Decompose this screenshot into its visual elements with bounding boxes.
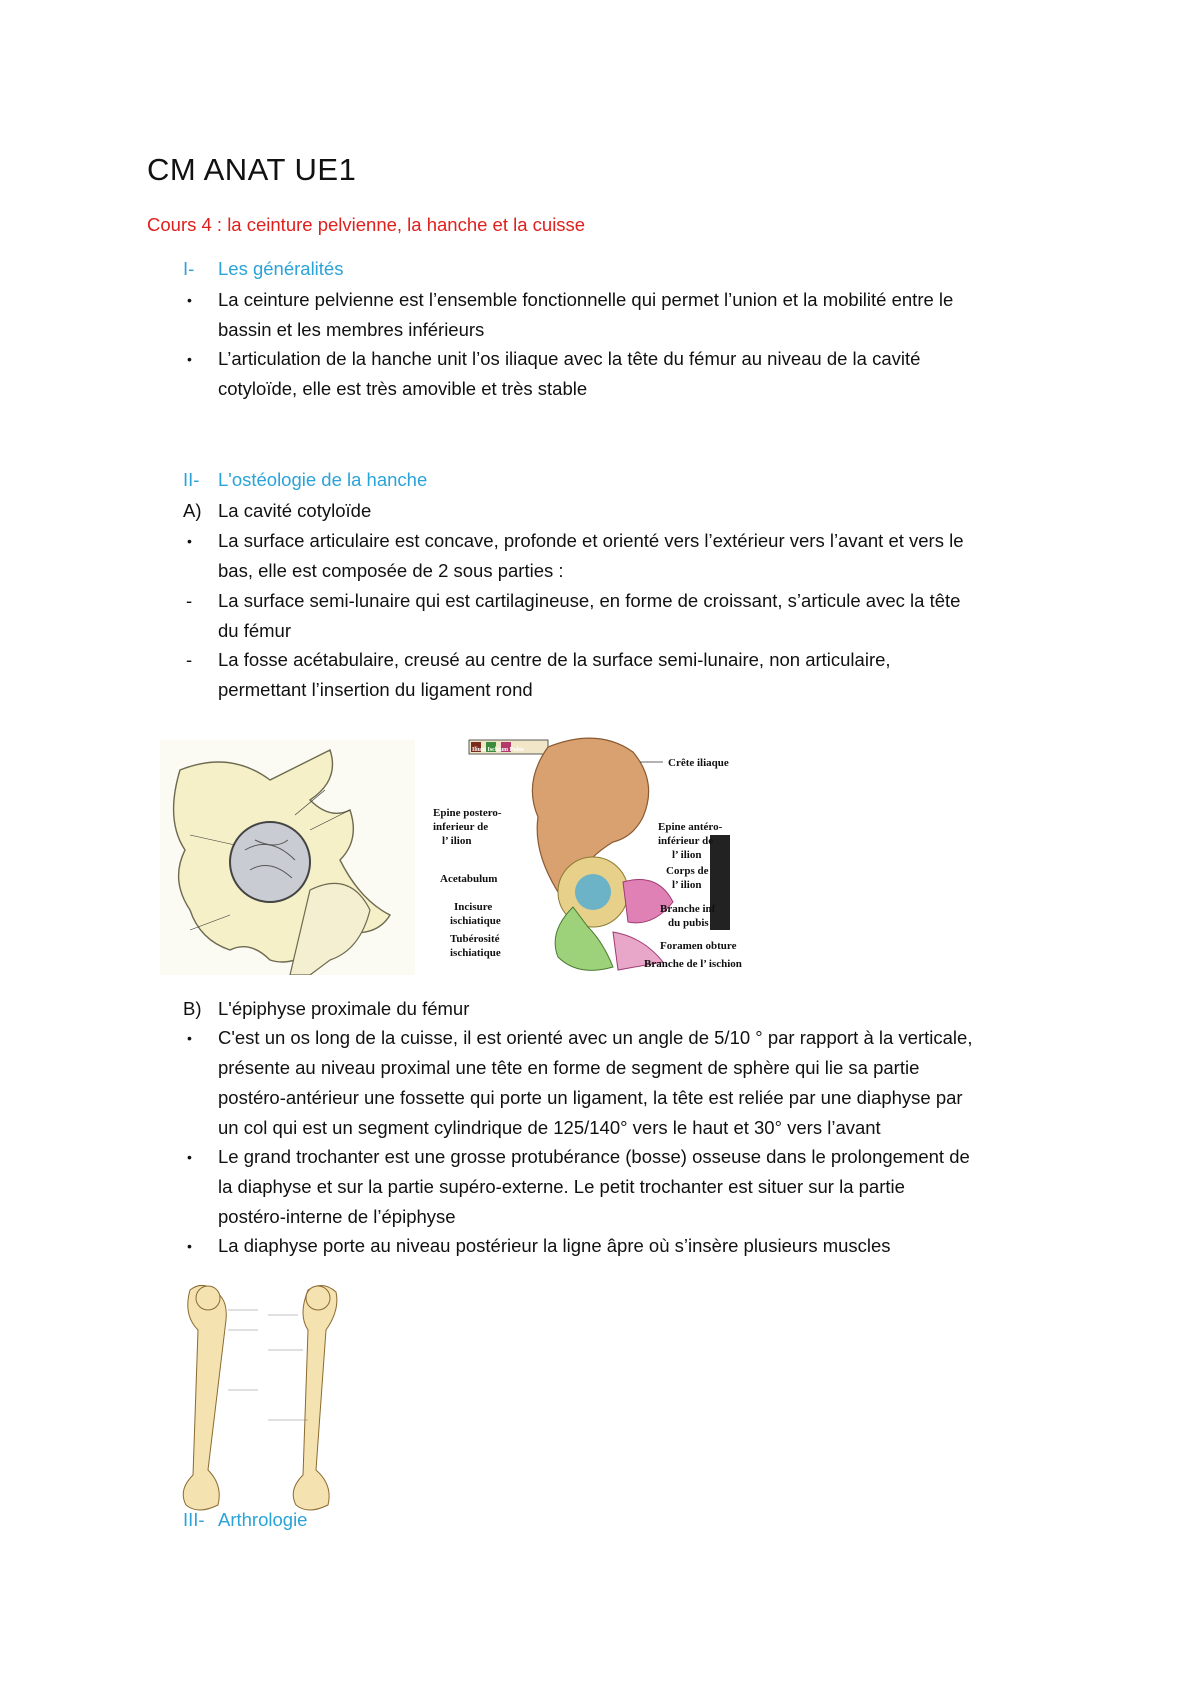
label-epine-antero: Epine antéro- <box>658 821 723 833</box>
label-tuberosite: ischiatique <box>450 947 501 959</box>
paragraph <box>218 285 1078 345</box>
label-acetabulum: Acetabulum <box>440 873 498 885</box>
text-line: bas, elle est composée de 2 sous parties : <box>218 560 564 581</box>
subsection-a-marker: A) <box>183 500 202 521</box>
text-line: La surface articulaire est concave, profonde et orienté vers l’extérieur vers l’avant et vers le <box>218 530 964 551</box>
text-line: La ceinture pelvienne est l’ensemble fonctionnelle qui permet l’union et la mobilité entre le <box>218 289 954 310</box>
label-foramen: Foramen obture <box>660 940 737 952</box>
subsection-b-heading: L'épiphyse proximale du fémur <box>218 998 470 1019</box>
bullet-icon: • <box>187 533 192 549</box>
bullet-icon: • <box>187 1149 192 1165</box>
label-incisure: Incisure <box>454 901 493 913</box>
text-line: postéro-interne de l’épiphyse <box>218 1206 456 1227</box>
course-subtitle: Cours 4 : la ceinture pelvienne, la hanche et la cuisse <box>147 214 586 235</box>
dash-icon: - <box>186 590 193 611</box>
document-title: CM ANAT UE1 <box>147 152 357 187</box>
subsection-a-heading: La cavité cotyloïde <box>218 500 372 521</box>
label-corps-ilion: l’ ilion <box>672 879 702 891</box>
bullet-icon: • <box>187 1238 192 1254</box>
legend-label: Ilium Ischium Pubis <box>472 747 525 753</box>
label-epine-antero: inférieur de <box>658 835 714 847</box>
bullet-icon: • <box>187 1030 192 1046</box>
text-line: La surface semi-lunaire qui est cartilagineuse, en forme de croissant, s’articule avec la tête <box>218 590 961 611</box>
label-tuberosite: Tubérosité <box>450 933 500 945</box>
label-epine-postero: Epine postero- <box>433 807 502 819</box>
text-line: permettant l’insertion du ligament rond <box>218 679 533 700</box>
text-line: présente au niveau proximal une tête en forme de segment de sphère qui lie sa partie <box>218 1057 920 1078</box>
hip-joint-illustration <box>160 740 415 975</box>
text-line: bassin et les membres inférieurs <box>218 319 485 340</box>
paragraph <box>218 645 1078 705</box>
paragraph <box>218 1023 1078 1143</box>
text-line: postéro-antérieur une fossette qui porte un ligament, la tête est reliée par une diaphyse par <box>218 1087 963 1108</box>
label-ischion: Branche de l’ ischion <box>644 958 742 970</box>
label-corps-ilion: Corps de <box>666 865 709 877</box>
label-crete-iliaque: Crête iliaque <box>668 757 729 769</box>
section-3-heading: Arthrologie <box>218 1509 308 1530</box>
paragraph <box>218 526 1078 586</box>
paragraph <box>218 586 1078 646</box>
label-epine-antero: l’ ilion <box>672 849 702 861</box>
section-1-marker: I- <box>183 258 195 279</box>
text-line: C'est un os long de la cuisse, il est orienté avec un angle de 5/10 ° par rapport à la verticale, <box>218 1027 973 1048</box>
femur-illustration <box>168 1270 358 1520</box>
text-line: un col qui est un segment cylindrique de 125/140° vers le haut et 30° vers l’avant <box>218 1117 881 1138</box>
text-line: La fosse acétabulaire, creusé au centre de la surface semi-lunaire, non articulaire, <box>218 649 891 670</box>
text-line: la diaphyse et sur la partie supéro-externe. Le petit trochanter est situer sur la partie <box>218 1176 905 1197</box>
bullet-icon: • <box>187 292 192 308</box>
label-incisure: ischiatique <box>450 915 501 927</box>
subsection-b-marker: B) <box>183 998 202 1019</box>
text-line: du fémur <box>218 620 292 641</box>
label-epine-postero: inferieur de <box>433 821 489 833</box>
paragraph <box>218 1231 1078 1261</box>
bullet-icon: • <box>187 351 192 367</box>
text-line: Le grand trochanter est une grosse protubérance (bosse) osseuse dans le prolongement de <box>218 1146 970 1167</box>
section-2-marker: II- <box>183 469 200 490</box>
paragraph <box>218 1142 1078 1232</box>
label-branche-pubis: du pubis <box>668 917 709 929</box>
section-3-marker: III- <box>183 1509 205 1530</box>
text-line: cotyloïde, elle est très amovible et très stable <box>218 378 588 399</box>
section-1-heading: Les généralités <box>218 258 344 279</box>
iliac-bone-illustration <box>428 732 788 977</box>
paragraph <box>218 344 1078 404</box>
text-line: L’articulation de la hanche unit l’os iliaque avec la tête du fémur au niveau de la cavité <box>218 348 921 369</box>
section-2-heading: L'ostéologie de la hanche <box>218 469 428 490</box>
text-line: La diaphyse porte au niveau postérieur la ligne âpre où s’insère plusieurs muscles <box>218 1235 891 1256</box>
label-branche-pubis: Branche inf <box>660 903 716 915</box>
label-epine-postero: l’ ilion <box>442 835 472 847</box>
dash-icon: - <box>186 649 193 670</box>
